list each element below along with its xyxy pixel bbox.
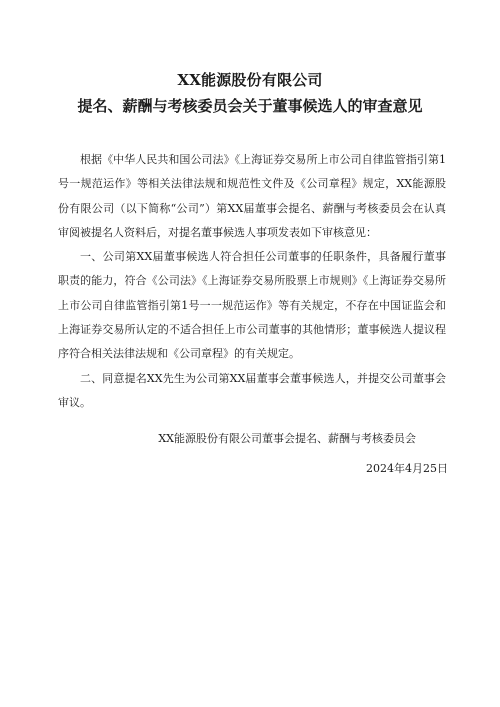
document-date: 2024年4月25日	[366, 462, 448, 475]
paragraph-item-2	[58, 367, 446, 416]
paragraph-intro	[58, 148, 446, 245]
document-title: 提名、薪酬与考核委员会关于董事候选人的审查意见	[77, 97, 423, 115]
company-title: XX能源股份有限公司	[177, 71, 323, 89]
paragraph-text: 一、公司第XX届董事候选人符合担任公司董事的任职条件，具备履行董事职责的能力，符合《公司法》《上海证券交易所股票上市规则》《上海证券交易所上市公司自律监管指引第1号一一规范运作》等有关规定，不存在中国证监会和上海证券交易所认定的不适合担任上市公司董事的其他情形；董事候选人提议程序符合相关法律法规和《公司章程》的有关规定。	[58, 250, 446, 361]
paragraph-text: 二、同意提名XX先生为公司第XX届董事会董事候选人，并提交公司董事会审议。	[58, 372, 446, 410]
paragraph-text: 根据《中华人民共和国公司法》《上海证券交易所上市公司自律监管指引第1号一规范运作》等相关法律法规和规范性文件及《公司章程》规定，XX能源股份有限公司（以下简称“公司”）第XX届董事会提名、薪酬与考核委员会在认真审阅被提名人资料后，对提名董事候选人事项发表如下审核意见：	[58, 153, 446, 239]
signature-line: XX能源股份有限公司董事会提名、薪酬与考核委员会	[158, 432, 416, 445]
paragraph-item-1	[58, 245, 446, 366]
